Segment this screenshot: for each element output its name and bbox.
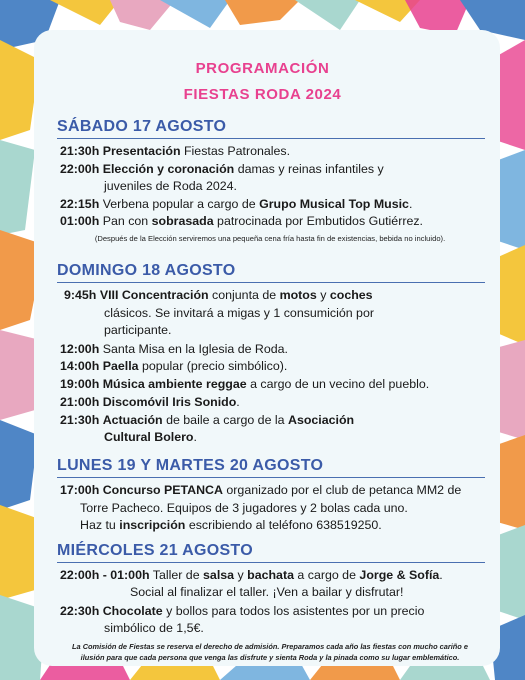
event-line: 22:00h Elección y coronación damas y reinas infantiles y bbox=[60, 162, 384, 176]
event-continuation: simbólico de 1,5€. bbox=[104, 621, 204, 635]
event-line: 21:30h Presentación Fiestas Patronales. bbox=[60, 144, 291, 158]
event-line: 12:00h Santa Misa en la Iglesia de Roda. bbox=[60, 342, 288, 356]
event-continuation: clásicos. Se invitará a migas y 1 consumición por bbox=[104, 306, 374, 320]
divider bbox=[57, 477, 485, 478]
day-heading-4: MIÉRCOLES 21 AGOSTO bbox=[57, 542, 253, 559]
event-line: 21:00h Discomóvil Iris Sonido. bbox=[60, 395, 240, 409]
title-line-2: FIESTAS RODA 2024 bbox=[183, 86, 342, 103]
event-line: 9:45h VIII Concentración conjunta de motos y coches bbox=[64, 288, 373, 302]
event-line: 01:00h Pan con sobrasada patrocinada por Embutidos Gutiérrez. bbox=[60, 214, 423, 228]
day-heading-3: LUNES 19 Y MARTES 20 AGOSTO bbox=[57, 457, 324, 474]
event-continuation: juveniles de Roda 2024. bbox=[104, 179, 237, 193]
divider bbox=[57, 282, 485, 283]
note-text: (Después de la Elección serviremos una pequeña cena fría hasta fin de existencias, bebida no incluido). bbox=[94, 234, 446, 243]
event-continuation: Cultural Bolero. bbox=[104, 430, 197, 444]
event-continuation: Haz tu inscripción escribiendo al teléfono 638519250. bbox=[80, 518, 382, 532]
event-line: 14:00h Paella popular (precio simbólico). bbox=[60, 359, 288, 373]
day-heading-1: SÁBADO 17 AGOSTO bbox=[57, 118, 227, 135]
event-continuation: Torre Pacheco. Equipos de 3 jugadores y 2 bolas cada uno. bbox=[80, 501, 408, 515]
day-heading-2: DOMINGO 18 AGOSTO bbox=[57, 262, 236, 279]
event-line: 22:30h Chocolate y bollos para todos los asistentes por un precio bbox=[60, 604, 425, 618]
event-line: 22:00h - 01:00h Taller de salsa y bachata a cargo de Jorge & Sofía. bbox=[60, 568, 443, 582]
divider bbox=[57, 562, 485, 563]
event-line: 17:00h Concurso PETANCA organizado por el club de petanca MM2 de bbox=[60, 483, 462, 497]
event-line: 22:15h Verbena popular a cargo de Grupo Musical Top Music. bbox=[60, 197, 413, 211]
event-continuation: participante. bbox=[104, 323, 172, 337]
footer-text: La Comisión de Fiestas se reserva el derecho de admisión. Preparamos cada año las fiestas con mucho cariño e ilusión para que cada persona que venga las disfrute y sienta Roda y la pinada como su lugar emblemático. bbox=[72, 642, 468, 662]
event-line: 19:00h Música ambiente reggae a cargo de un vecino del pueblo. bbox=[60, 377, 430, 391]
event-continuation: Social al finalizar el taller. ¡Ven a bailar y disfrutar! bbox=[130, 585, 404, 599]
title-line-1: PROGRAMACIÓN bbox=[195, 60, 330, 77]
divider bbox=[57, 138, 485, 139]
event-line: 21:30h Actuación de baile a cargo de la Asociación bbox=[60, 413, 355, 427]
